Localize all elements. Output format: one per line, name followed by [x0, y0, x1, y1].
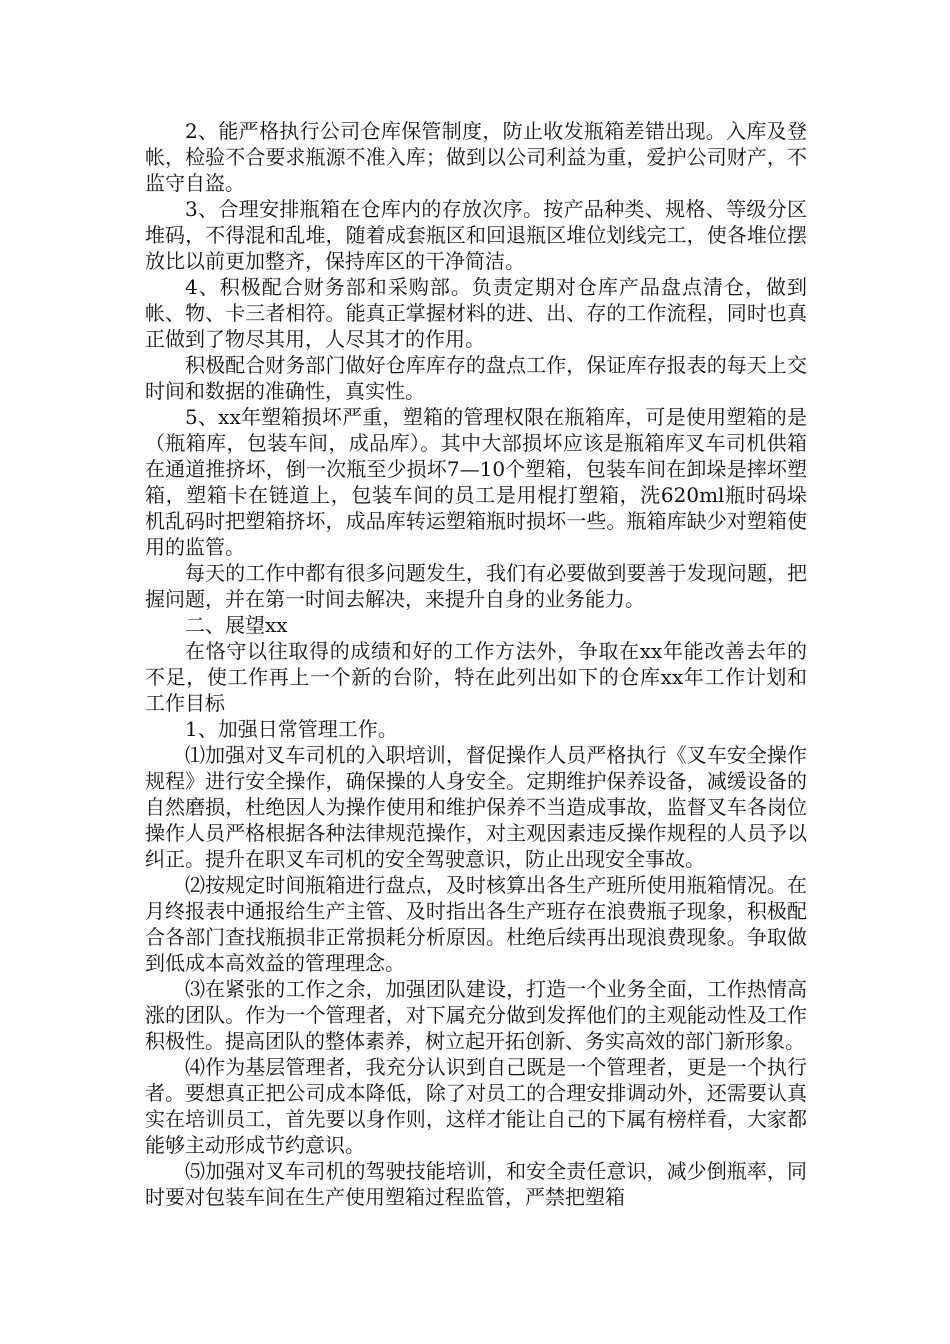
paragraph: 4、积极配合财务部和采购部。负责定期对仓库产品盘点清仓，做到帐、物、卡三者相符。能真正掌握材料的进、出、存的工作流程，同时也真正做到了物尽其用，人尽其才的作用。 [145, 275, 807, 351]
paragraph: 2、能严格执行公司仓库保管制度，防止收发瓶箱差错出现。入库及登帐，检验不合要求瓶源不准入库；做到以公司利益为重，爱护公司财产，不监守自盗。 [145, 119, 807, 195]
paragraph: ⑶在紧张的工作之余，加强团队建设，打造一个业务全面，工作热情高涨的团队。作为一个管理者，对下属充分做到发挥他们的主观能动性及工作积极性。提高团队的整体素养，树立起开拓创新、务实高效的部门新形象。 [145, 977, 807, 1053]
paragraph: ⑸加强对叉车司机的驾驶技能培训，和安全责任意识，减少倒瓶率，同时要对包装车间在生产使用塑箱过程监管，严禁把塑箱 [145, 1159, 807, 1209]
paragraph: 在恪守以往取得的成绩和好的工作方法外，争取在xx年能改善去年的不足，使工作再上一个新的台阶，特在此列出如下的仓库xx年工作计划和工作目标 [145, 639, 807, 715]
paragraph: ⑴加强对叉车司机的入职培训，督促操作人员严格执行《叉车安全操作规程》进行安全操作，确保操的人身安全。定期维护保养设备，减缓设备的自然磨损，杜绝因人为操作使用和维护保养不当造成事故，监督叉车各岗位操作人员严格根据各种法律规范操作，对主观因素违反操作规程的人员予以纠正。提升在职叉车司机的安全驾驶意识，防止出现安全事故。 [145, 743, 807, 871]
paragraph: ⑵按规定时间瓶箱进行盘点，及时核算出各生产班所使用瓶箱情况。在月终报表中通报给生产主管、及时指出各生产班存在浪费瓶子现象，积极配合各部门查找瓶损非正常损耗分析原因。杜绝后续再出现浪费现象。争取做到低成本高效益的管理理念。 [145, 873, 807, 975]
paragraph: 3、合理安排瓶箱在仓库内的存放次序。按产品种类、规格、等级分区堆码，不得混和乱堆，随着成套瓶区和回退瓶区堆位划线完工，使各堆位摆放比以前更加整齐，保持库区的干净简洁。 [145, 197, 807, 273]
paragraph: ⑷作为基层管理者，我充分认识到自己既是一个管理者，更是一个执行者。要想真正把公司成本降低，除了对员工的合理安排调动外，还需要认真实在培训员工，首先要以身作则，这样才能让自己的下属有榜样看，大家都能够主动形成节约意识。 [145, 1055, 807, 1157]
paragraph: 积极配合财务部门做好仓库库存的盘点工作，保证库存报表的每天上交时间和数据的准确性，真实性。 [145, 353, 807, 403]
document-body [145, 118, 807, 1210]
paragraph: 5、xx年塑箱损坏严重，塑箱的管理权限在瓶箱库，可是使用塑箱的是（瓶箱库，包装车间，成品库）。其中大部损坏应该是瓶箱库叉车司机供箱在通道推挤坏，倒一次瓶至少损坏7—10个塑箱，包装车间在卸垛是摔坏塑箱，塑箱卡在链道上，包装车间的员工是用棍打塑箱，洗620ml瓶时码垛机乱码时把塑箱挤坏，成品库转运塑箱瓶时损坏一些。瓶箱库缺少对塑箱使用的监管。 [145, 405, 807, 559]
section-heading: 二、展望xx [185, 613, 288, 637]
paragraph: 每天的工作中都有很多问题发生，我们有必要做到要善于发现问题，把握问题，并在第一时间去解决，来提升自身的业务能力。 [145, 561, 807, 611]
paragraph: 1、加强日常管理工作。 [185, 717, 398, 741]
